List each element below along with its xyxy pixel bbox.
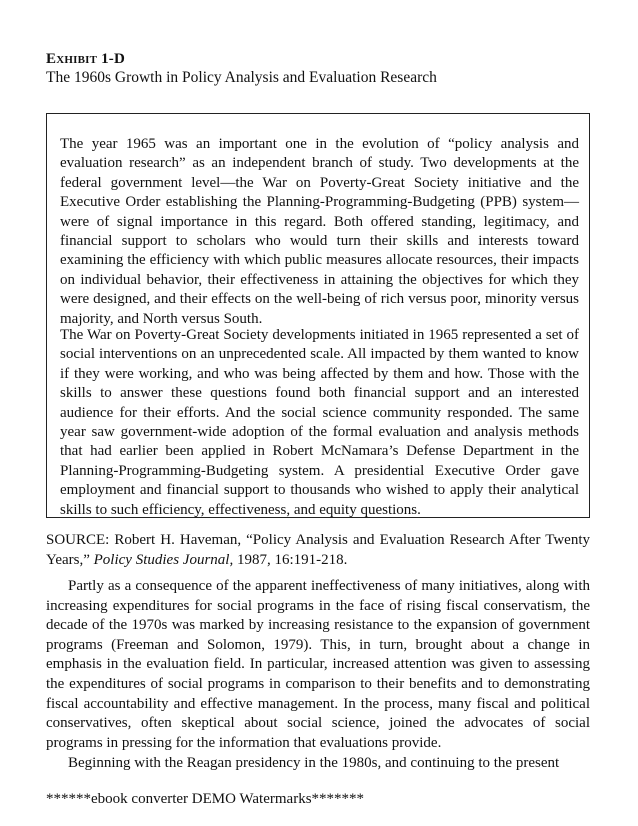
body-paragraph-1: Partly as a consequence of the apparent ineffectiveness of many initiatives, along with increasing expenditures for social programs in the face of rising fiscal conservatism, the decade of the 1970s was marked by increasing resistance to the expansion of government programs (Freeman and Solomon, 1979). This, in turn, brought about a change in emphasis in the evaluation field. In particular, increased attention was given to assessing the expenditures of social programs in comparison to their benefits and to demonstrating fiscal accountability and effective management. In the process, many fiscal and political conservatives, often skeptical about social science, joined the advocates of social programs in pressing for the information that evaluations provide. [46,578,590,751]
exhibit-box [46,113,590,518]
exhibit-title: The 1960s Growth in Policy Analysis and Evaluation Research [46,69,437,86]
exhibit-paragraph-2: The War on Poverty-Great Society developments initiated in 1965 represented a set of social interventions on an unprecedented scale. All impacted by them wanted to know if they were working, and who was being affected by them and how. Those with the skills to answer these questions found both financial support and an interested audience for their efforts. And the social science community responded. The same year saw government-wide adoption of the formal evaluation and analysis methods that had earlier been applied in Robert McNamara’s Defense Department in the Planning-Programming-Budgeting system. A presidential Executive Order gave employment and financial support to thousands who wished to apply their analytical skills to such efficiency, effectiveness, and equity questions. [60,327,579,518]
source-prefix: SOURCE: Robert H. Haveman, “Policy Analysis and Evaluation Research After Twenty Years,” [46,532,590,568]
watermark-text: ******ebook converter DEMO Watermarks******* [46,791,365,807]
source-citation [46,531,590,570]
exhibit-label: Exhibit 1-D [46,51,126,67]
body-paragraph-2: Beginning with the Reagan presidency in the 1980s, and continuing to the present [68,755,560,771]
source-suffix: 1987, 16:191-218. [236,551,348,568]
exhibit-paragraph-1: The year 1965 was an important one in the evolution of “policy analysis and evaluation research” as an independent branch of study. Two developments at the federal government level—the War on Poverty-Great Society initiative and the Executive Order establishing the Planning-Programming-Budgeting (PPB) system—were of signal importance in this regard. Both offered standing, legitimacy, and financial support to scholars who would turn their skills and interests toward examining the efficiency with which public measures allocate resources, their impacts on individual behavior, their effectiveness in attaining the objectives for which they were designed, and their effects on the well-being of rich versus poor, minority versus majority, and North versus South. [60,136,579,327]
source-journal: Policy Studies Journal, [93,551,234,568]
